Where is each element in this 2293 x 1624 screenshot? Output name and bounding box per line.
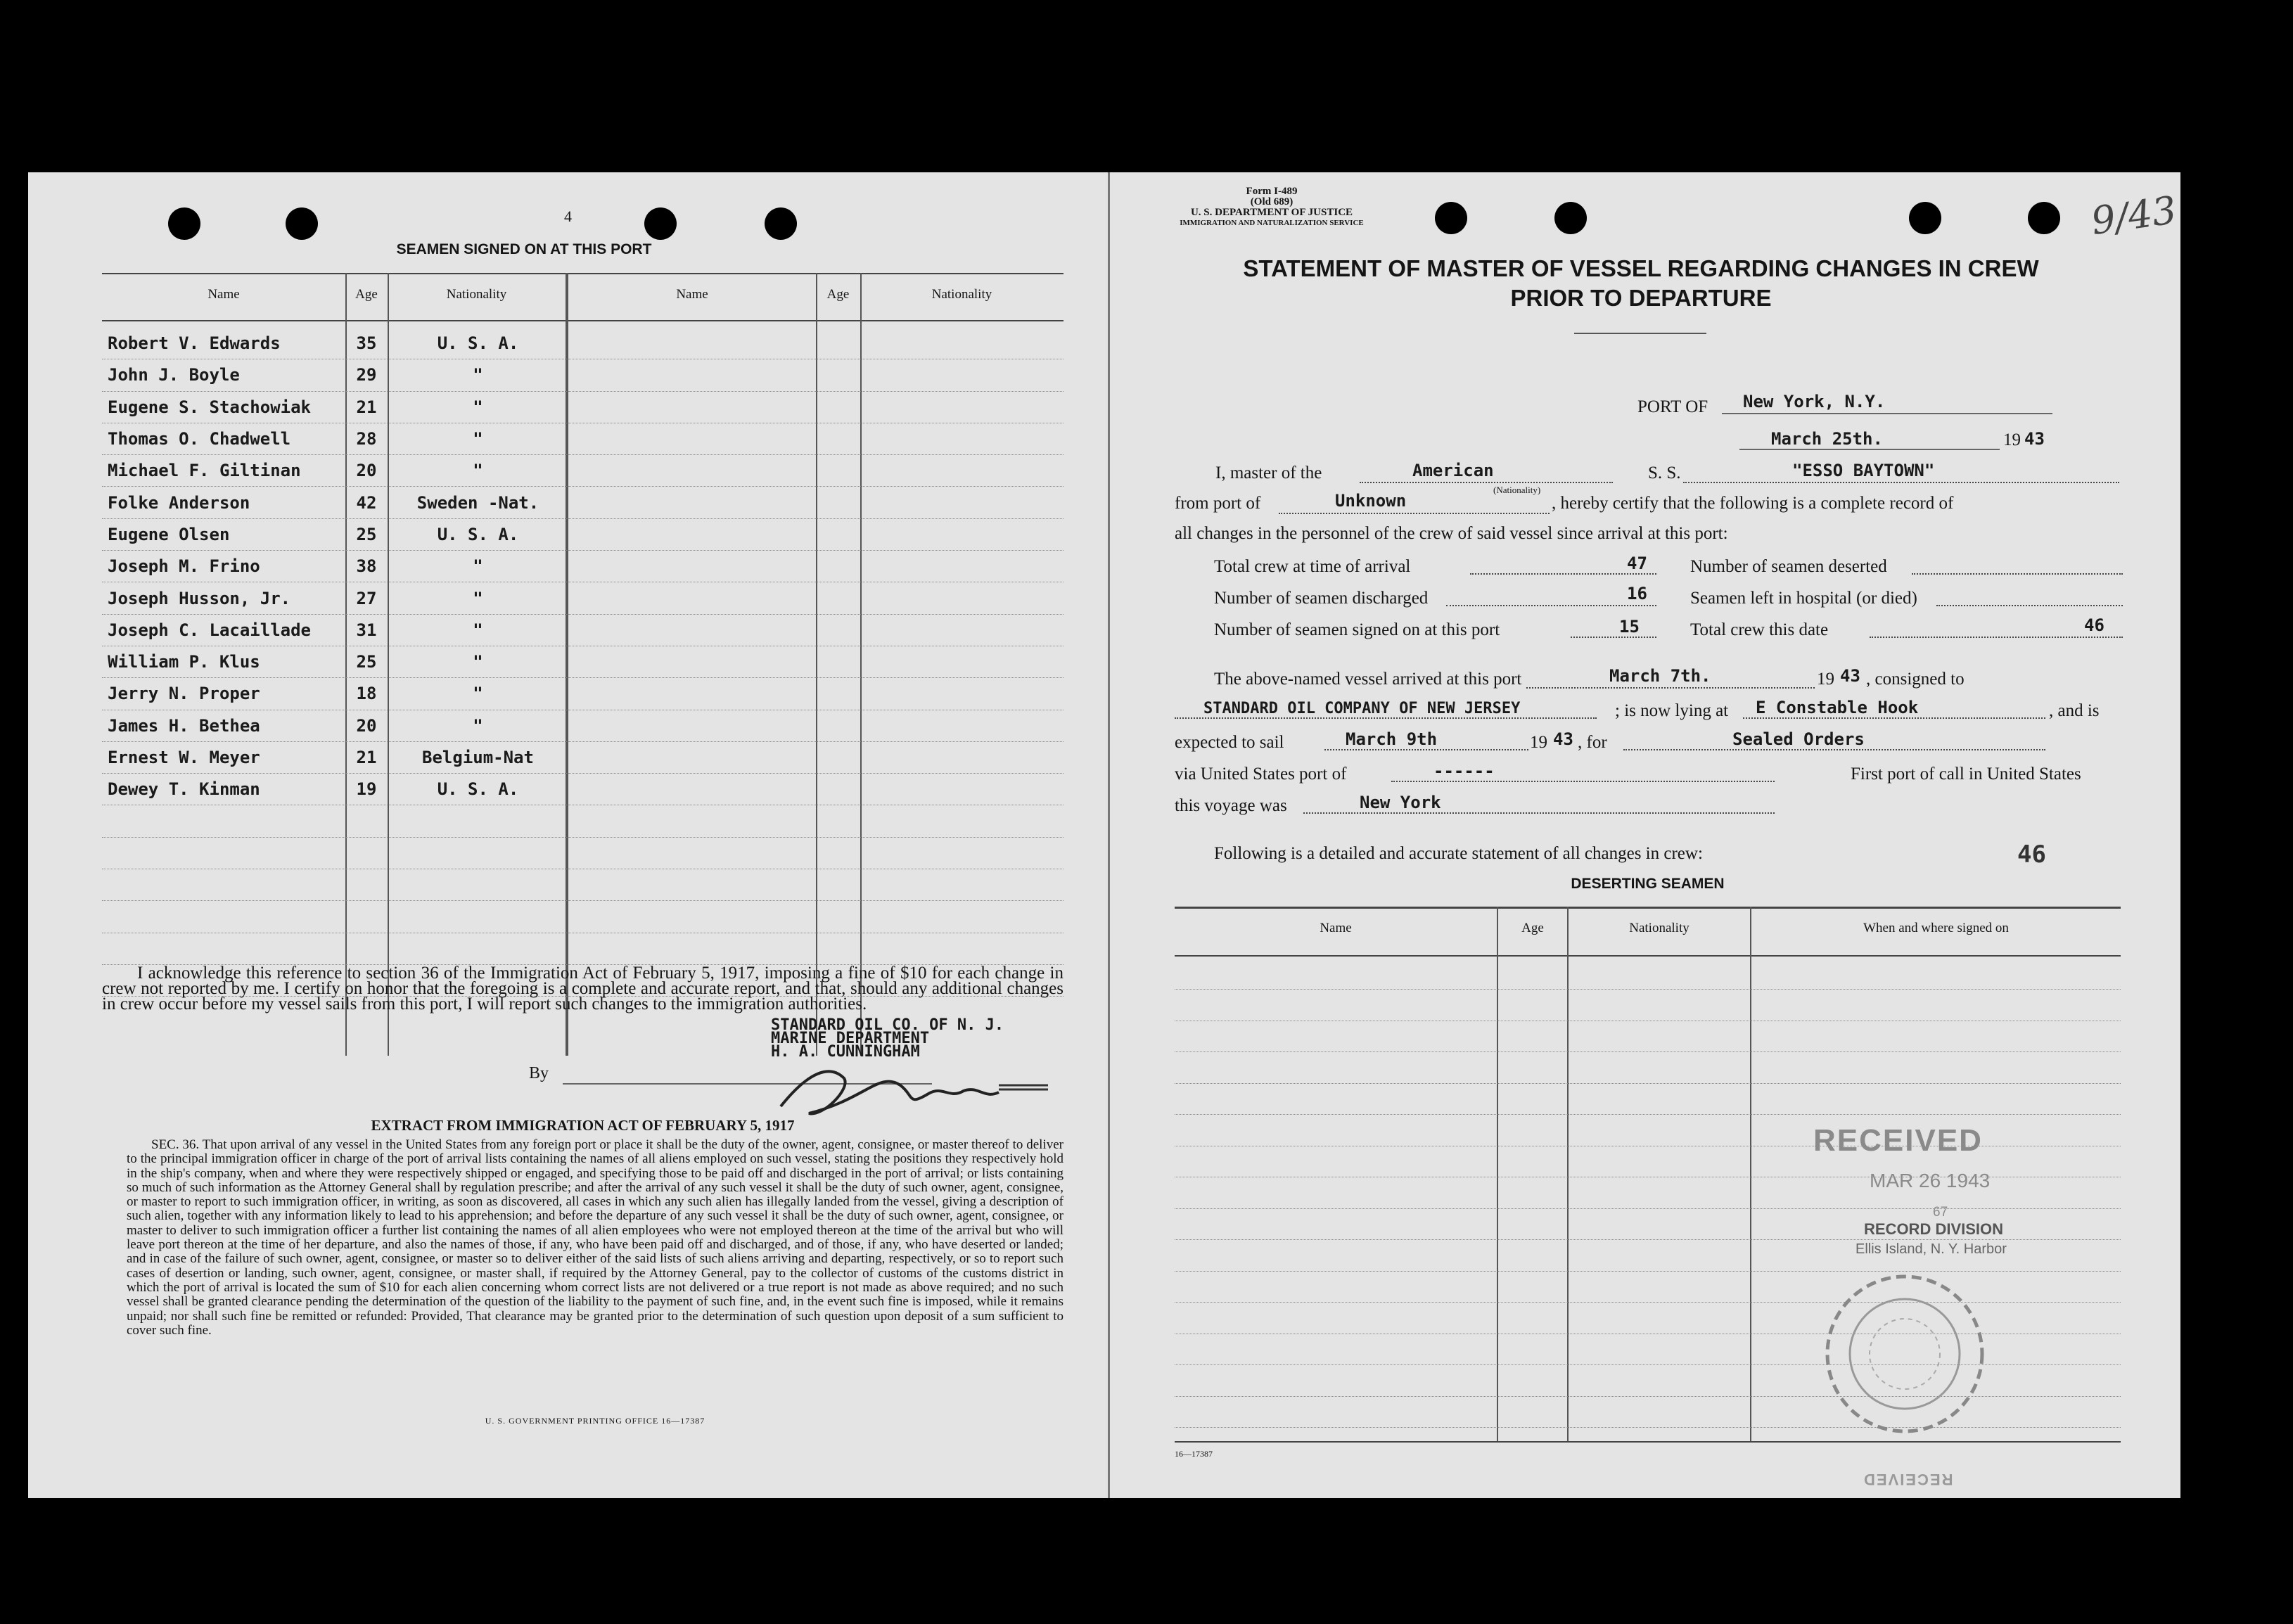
table-cell-nationality xyxy=(860,869,1064,901)
received-number: 67 xyxy=(1933,1205,1948,1220)
table-cell-name xyxy=(568,359,816,391)
table-cell-nationality: " xyxy=(388,710,568,741)
table-cell-age xyxy=(816,805,860,837)
table-cell-nationality: U. S. A. xyxy=(388,328,568,359)
sail-year: 43 xyxy=(1553,729,1573,749)
deserting-column-signed-on: When and where signed on xyxy=(1863,921,2009,935)
certify-text-2: all changes in the personnel of the crew of said vessel since arrival at this port: xyxy=(1175,524,1728,543)
table-cell-nationality xyxy=(860,487,1064,518)
table-cell-name xyxy=(568,805,816,837)
table-cell-nationality xyxy=(860,359,1064,391)
table-cell-name xyxy=(568,869,816,901)
table-cell-name: Joseph Husson, Jr. xyxy=(102,582,345,614)
table-cell-name xyxy=(102,869,345,901)
table-cell-name: Folke Anderson xyxy=(102,487,345,518)
punch-hole xyxy=(1435,202,1467,234)
right-page xyxy=(1108,172,2180,1498)
from-port-label: from port of xyxy=(1175,494,1261,513)
table-row xyxy=(102,518,1064,550)
table-cell-age xyxy=(816,741,860,773)
lying-label: ; is now lying at xyxy=(1615,701,1729,720)
table-cell-age xyxy=(816,774,860,805)
table-cell-age xyxy=(345,805,388,837)
printer-line: U. S. GOVERNMENT PRINTING OFFICE 16—17387 xyxy=(485,1416,705,1426)
column-header-age: Age xyxy=(826,287,850,302)
voyage-line xyxy=(1303,812,1775,814)
table-cell-age xyxy=(345,933,388,964)
table-cell-name: Thomas O. Chadwell xyxy=(102,423,345,454)
table-cell-nationality xyxy=(860,455,1064,487)
column-header-name: Name xyxy=(207,287,240,302)
deserting-column-name: Name xyxy=(1320,921,1352,935)
table-row xyxy=(102,423,1064,454)
column-header-name: Name xyxy=(676,287,708,302)
table-cell-age: 29 xyxy=(345,359,388,391)
table-cell-nationality xyxy=(860,518,1064,550)
deserting-row-line xyxy=(1175,988,2121,990)
table-cell-age xyxy=(816,869,860,901)
table-cell-nationality xyxy=(860,933,1064,964)
table-cell-name xyxy=(568,487,816,518)
table-cell-name: William P. Klus xyxy=(102,646,345,677)
table-cell-nationality xyxy=(860,741,1064,773)
table-cell-age xyxy=(816,582,860,614)
table-cell-nationality xyxy=(860,551,1064,582)
deserting-row-line xyxy=(1175,1020,2121,1021)
table-cell-age xyxy=(816,837,860,869)
signed-on-label: Number of seamen signed on at this port xyxy=(1214,620,1500,639)
table-cell-nationality: " xyxy=(388,551,568,582)
table-cell-name xyxy=(568,837,816,869)
table-cell-nationality xyxy=(860,678,1064,710)
table-cell-name xyxy=(568,646,816,677)
table-row xyxy=(102,359,1064,391)
punch-hole xyxy=(1909,202,1941,234)
signature-scrawl xyxy=(767,1057,1062,1124)
punch-hole xyxy=(1554,202,1587,234)
total-crew-arrival-value: 47 xyxy=(1627,554,1647,573)
table-cell-name xyxy=(568,741,816,773)
table-cell-age: 42 xyxy=(345,487,388,518)
table-cell-name xyxy=(568,328,816,359)
table-cell-age: 18 xyxy=(345,678,388,710)
arrived-year: 43 xyxy=(1840,666,1860,686)
table-cell-nationality: " xyxy=(388,678,568,710)
port-label: PORT OF xyxy=(1637,397,1708,416)
discharged-label: Number of seamen discharged xyxy=(1214,589,1429,608)
table-cell-name: John J. Boyle xyxy=(102,359,345,391)
table-row xyxy=(102,869,1064,901)
table-cell-nationality xyxy=(860,901,1064,933)
leader-dots xyxy=(1470,573,1656,575)
sail-date-line xyxy=(1324,749,1528,750)
table-cell-nationality xyxy=(388,869,568,901)
for-label: , for xyxy=(1578,733,1607,752)
received-place: Ellis Island, N. Y. Harbor xyxy=(1856,1241,2007,1257)
table-cell-nationality xyxy=(860,423,1064,454)
certify-text: , hereby certify that the following is a complete record of xyxy=(1552,494,1954,513)
table-cell-nationality: Belgium-Nat xyxy=(388,741,568,773)
sail-date: March 9th xyxy=(1346,729,1438,749)
deserting-row-line xyxy=(1175,1208,2121,1209)
punch-hole xyxy=(2028,202,2060,234)
page-number: 4 xyxy=(564,207,572,225)
table-row xyxy=(102,774,1064,805)
table-cell-age xyxy=(345,837,388,869)
table-cell-age xyxy=(816,328,860,359)
table-cell-age xyxy=(816,455,860,487)
consignee-line xyxy=(1175,717,1597,719)
table-cell-name: James H. Bethea xyxy=(102,710,345,741)
crew-table xyxy=(102,328,1064,997)
from-port-value: Unknown xyxy=(1335,491,1407,511)
table-cell-name: Robert V. Edwards xyxy=(102,328,345,359)
port-line xyxy=(1722,413,2052,414)
table-cell-nationality xyxy=(388,805,568,837)
table-cell-name xyxy=(568,582,816,614)
table-cell-name xyxy=(568,614,816,646)
arrived-label: The above-named vessel arrived at this port xyxy=(1214,670,1522,689)
table-cell-name xyxy=(568,391,816,423)
table-cell-age xyxy=(816,933,860,964)
table-cell-nationality xyxy=(388,837,568,869)
table-cell-nationality: " xyxy=(388,455,568,487)
nationality-caption: (Nationality) xyxy=(1493,485,1541,495)
leader-dots xyxy=(1446,605,1656,606)
table-row xyxy=(102,710,1064,741)
received-stamp: RECEIVED xyxy=(1813,1123,1983,1158)
table-cell-nationality xyxy=(860,614,1064,646)
form-number: Form I-489 xyxy=(1246,186,1298,197)
deserting-title: DESERTING SEAMEN xyxy=(1571,876,1725,892)
service: IMMIGRATION AND NATURALIZATION SERVICE xyxy=(1180,219,1364,227)
year-value: 43 xyxy=(2024,429,2045,449)
mirrored-received-stamp: RECEIVED xyxy=(1863,1471,1953,1488)
table-cell-age xyxy=(816,614,860,646)
table-cell-nationality xyxy=(860,582,1064,614)
deserting-column-age: Age xyxy=(1521,921,1544,935)
first-port-label: First port of call in United States xyxy=(1851,765,2081,784)
arrived-line xyxy=(1526,687,1815,689)
table-cell-name xyxy=(568,710,816,741)
table-cell-age: 20 xyxy=(345,710,388,741)
port-value: New York, N.Y. xyxy=(1743,392,1886,411)
deserting-row-line xyxy=(1175,1051,2121,1052)
table-cell-name xyxy=(102,901,345,933)
handwritten-annotation: 9/43 xyxy=(2088,187,2180,244)
table-cell-name xyxy=(568,455,816,487)
table-row xyxy=(102,487,1064,518)
table-cell-name: Eugene S. Stachowiak xyxy=(102,391,345,423)
stamp-line: STANDARD OIL CO. OF N. J. xyxy=(771,1016,1004,1034)
table-cell-age xyxy=(816,678,860,710)
table-cell-name: Jerry N. Proper xyxy=(102,678,345,710)
table-cell-age xyxy=(345,869,388,901)
circular-seal xyxy=(1813,1266,1996,1442)
following-text: Following is a detailed and accurate statement of all changes in crew: xyxy=(1214,844,1703,863)
date-value: March 25th. xyxy=(1771,429,1883,449)
table-cell-name xyxy=(102,837,345,869)
table-cell-name xyxy=(568,423,816,454)
table-cell-age: 25 xyxy=(345,646,388,677)
table-cell-age: 21 xyxy=(345,741,388,773)
via-value: ------ xyxy=(1433,761,1495,781)
acknowledgement-text: I acknowledge this reference to section 36 of the Immigration Act of February 5, 1917, imposing a fine of $10 for each change in crew not reported by me. I certify on honor that the foregoing is a complete and accurate report, and that, should any additional changes in crew occur before my vessel sails from this port, I will report such changes to the immigration authorities. xyxy=(102,964,1064,1014)
table-cell-name: Joseph M. Frino xyxy=(102,551,345,582)
table-row xyxy=(102,391,1064,423)
table-cell-nationality: " xyxy=(388,614,568,646)
vessel-name: "ESSO BAYTOWN" xyxy=(1792,461,1935,480)
table-cell-name: Michael F. Giltinan xyxy=(102,455,345,487)
nationality-line xyxy=(1360,482,1613,483)
column-divider xyxy=(1567,907,1569,1441)
title-rule xyxy=(1574,333,1706,334)
deserting-header-rule xyxy=(1175,955,2121,957)
table-cell-nationality xyxy=(860,710,1064,741)
via-line xyxy=(1391,781,1775,782)
deserting-row-line xyxy=(1175,1082,2121,1084)
discharged-value: 16 xyxy=(1627,584,1647,603)
column-divider xyxy=(1497,907,1498,1441)
table-cell-nationality xyxy=(860,805,1064,837)
table-cell-nationality: " xyxy=(388,423,568,454)
leader-dots xyxy=(1870,637,2123,638)
stamp-line: MARINE DEPARTMENT xyxy=(771,1030,930,1047)
table-top-rule xyxy=(102,273,1064,274)
date-line xyxy=(1739,449,2000,450)
table-row xyxy=(102,933,1064,964)
table-cell-nationality: " xyxy=(388,582,568,614)
total-today-value: 46 xyxy=(2084,615,2104,635)
vessel-line xyxy=(1683,482,2119,483)
form-old-number: (Old 689) xyxy=(1250,196,1294,207)
table-cell-nationality: U. S. A. xyxy=(388,518,568,550)
table-cell-nationality xyxy=(388,933,568,964)
table-cell-age xyxy=(816,901,860,933)
table-row xyxy=(102,837,1064,869)
table-cell-name xyxy=(102,933,345,964)
master-label: I, master of the xyxy=(1215,463,1322,482)
table-cell-name xyxy=(568,933,816,964)
table-cell-nationality xyxy=(860,837,1064,869)
table-cell-nationality xyxy=(860,328,1064,359)
footer-code: 16—17387 xyxy=(1175,1449,1213,1459)
consigned-label: , consigned to xyxy=(1866,670,1965,689)
destination-line xyxy=(1623,749,2045,750)
table-cell-nationality xyxy=(860,774,1064,805)
consignee: STANDARD OIL COMPANY OF NEW JERSEY xyxy=(1203,700,1521,717)
deserting-top-rule xyxy=(1175,907,2121,909)
column-divider xyxy=(1750,907,1751,1441)
table-cell-name: Joseph C. Lacaillade xyxy=(102,614,345,646)
table-cell-nationality xyxy=(860,391,1064,423)
table-cell-age xyxy=(816,710,860,741)
table-cell-age: 31 xyxy=(345,614,388,646)
company-stamp xyxy=(771,1018,1004,1059)
table-cell-name xyxy=(568,678,816,710)
table-row xyxy=(102,678,1064,710)
table-cell-age xyxy=(816,518,860,550)
table-row xyxy=(102,646,1064,677)
sail-year-prefix: 19 xyxy=(1530,733,1547,752)
received-date: MAR 26 1943 xyxy=(1870,1170,1991,1191)
table-cell-age: 38 xyxy=(345,551,388,582)
by-label: By xyxy=(529,1064,549,1082)
table-cell-nationality xyxy=(388,901,568,933)
table-cell-name: Dewey T. Kinman xyxy=(102,774,345,805)
lying-line xyxy=(1743,717,2045,719)
expected-label: expected to sail xyxy=(1175,733,1284,752)
table-cell-age xyxy=(816,487,860,518)
table-cell-age xyxy=(345,901,388,933)
table-cell-age: 20 xyxy=(345,455,388,487)
table-cell-age xyxy=(816,359,860,391)
from-port-line xyxy=(1279,513,1550,514)
table-cell-age xyxy=(816,551,860,582)
table-header-rule xyxy=(102,320,1064,321)
table-row xyxy=(102,455,1064,487)
table-cell-age: 19 xyxy=(345,774,388,805)
table-row xyxy=(102,328,1064,359)
leader-dots xyxy=(1936,605,2123,606)
deserted-label: Number of seamen deserted xyxy=(1690,557,1887,576)
lying-value: E Constable Hook xyxy=(1756,698,1919,717)
extract-title: EXTRACT FROM IMMIGRATION ACT OF FEBRUARY 5, 1917 xyxy=(371,1117,795,1134)
nationality-value: American xyxy=(1412,461,1494,480)
table-cell-age xyxy=(816,646,860,677)
via-label: via United States port of xyxy=(1175,765,1347,784)
column-header-nationality: Nationality xyxy=(931,287,992,302)
column-header-age: Age xyxy=(355,287,378,302)
voyage-label: this voyage was xyxy=(1175,796,1287,815)
stamp-line: H. A. CUNNINGHAM xyxy=(771,1043,920,1061)
column-header-nationality: Nationality xyxy=(446,287,507,302)
and-is-text: , and is xyxy=(2049,701,2100,720)
table-cell-name xyxy=(102,805,345,837)
destination: Sealed Orders xyxy=(1732,729,1865,749)
deserting-column-nationality: Nationality xyxy=(1629,921,1690,935)
table-cell-age xyxy=(816,423,860,454)
department: U. S. DEPARTMENT OF JUSTICE xyxy=(1190,207,1353,218)
leader-dots xyxy=(1571,637,1656,638)
left-page xyxy=(28,172,1108,1498)
table-cell-nationality: " xyxy=(388,391,568,423)
form-title: STATEMENT OF MASTER OF VESSEL REGARDING CHANGES IN CREW xyxy=(1243,255,2039,281)
deserting-row-line xyxy=(1175,1113,2121,1115)
table-cell-name xyxy=(568,518,816,550)
following-annotation: 46 xyxy=(2017,840,2046,869)
table-cell-age: 21 xyxy=(345,391,388,423)
table-cell-nationality: " xyxy=(388,646,568,677)
table-cell-name xyxy=(568,901,816,933)
total-today-label: Total crew this date xyxy=(1690,620,1829,639)
table-cell-name: Ernest W. Meyer xyxy=(102,741,345,773)
year-prefix: 19 xyxy=(2003,430,2021,449)
total-crew-arrival-label: Total crew at time of arrival xyxy=(1214,557,1411,576)
ss-label: S. S. xyxy=(1648,463,1681,482)
table-row xyxy=(102,901,1064,933)
table-row xyxy=(102,582,1064,614)
table-cell-age: 35 xyxy=(345,328,388,359)
section-title: SEAMEN SIGNED ON AT THIS PORT xyxy=(396,241,652,257)
extract-text: SEC. 36. That upon arrival of any vessel in the United States from any foreign port or place it shall be the duty of the owner, agent, consignee, or master thereof to deliver to the principal immigration officer in charge of the port of arrival lists containing the names of all aliens employed on such vessel, stating the positions they respectively hold in the ship's company, when and where they were respectively shipped or engaged, and specifying those to be paid off and discharged in the port of arrival; or lists containing so much of such information as the Attorney General shall by regulation prescribe; and after the arrival of any such vessel it shall be the duty of such owner, agent, consignee, or master to report to such immigration officer, in writing, as soon as discovered, all cases in which any such alien has illegally landed from the vessel, giving a description of such alien, together with any information likely to lead to his apprehension; and before the departure of any such vessel it shall be the duty of such owner, agent, consignee, or master to deliver to such immigration officer a further list containing the names of all alien employees who were not employed thereon at the time of the arrival but who will leave port thereon at the time of her departure, and also the names of those, if any, who have been paid off and discharged, and of those, if any, who have deserted or landed; and in case of the failure of such owner, agent, consignee, or master so to deliver either of the said lists of such aliens arriving and departing, respectively, or so to report such cases of desertion or landing, such owner, agent, consignee, or master shall, if required by the Attorney General, pay to the collector of customs of the customs district in which the port of arrival is located the sum of $10 for each alien concerning whom correct lists are not delivered or a true report is not made as above required; and no such vessel shall be granted clearance pending the determination of the question of the liability to the payment of such fine, and, in the event such fine is imposed, while it remains unpaid; nor shall such fine be remitted or refunded: Provided, That clearance may be granted prior to the determination of such question upon deposit of a sum sufficient to cover such fine. xyxy=(127,1137,1064,1338)
form-header xyxy=(1166,186,1377,229)
table-row xyxy=(102,805,1064,837)
signed-on-value: 15 xyxy=(1619,617,1640,637)
table-cell-age xyxy=(816,391,860,423)
table-row xyxy=(102,551,1064,582)
table-cell-nationality xyxy=(860,646,1064,677)
table-row xyxy=(102,614,1064,646)
hospital-label: Seamen left in hospital (or died) xyxy=(1690,589,1917,608)
voyage-value: New York xyxy=(1360,793,1441,812)
table-cell-nationality: Sweden -Nat. xyxy=(388,487,568,518)
table-cell-age: 28 xyxy=(345,423,388,454)
deserting-row-line xyxy=(1175,1239,2121,1240)
arrived-year-prefix: 19 xyxy=(1817,670,1834,689)
table-cell-age: 25 xyxy=(345,518,388,550)
leader-dots xyxy=(1912,573,2123,575)
table-row xyxy=(102,741,1064,773)
table-cell-name xyxy=(568,774,816,805)
received-division: RECORD DIVISION xyxy=(1864,1220,2004,1238)
table-cell-name xyxy=(568,551,816,582)
table-cell-nationality: " xyxy=(388,359,568,391)
form-subtitle: PRIOR TO DEPARTURE xyxy=(1510,285,1772,311)
table-cell-nationality: U. S. A. xyxy=(388,774,568,805)
arrived-date: March 7th. xyxy=(1609,666,1711,686)
table-cell-age: 27 xyxy=(345,582,388,614)
table-cell-name: Eugene Olsen xyxy=(102,518,345,550)
